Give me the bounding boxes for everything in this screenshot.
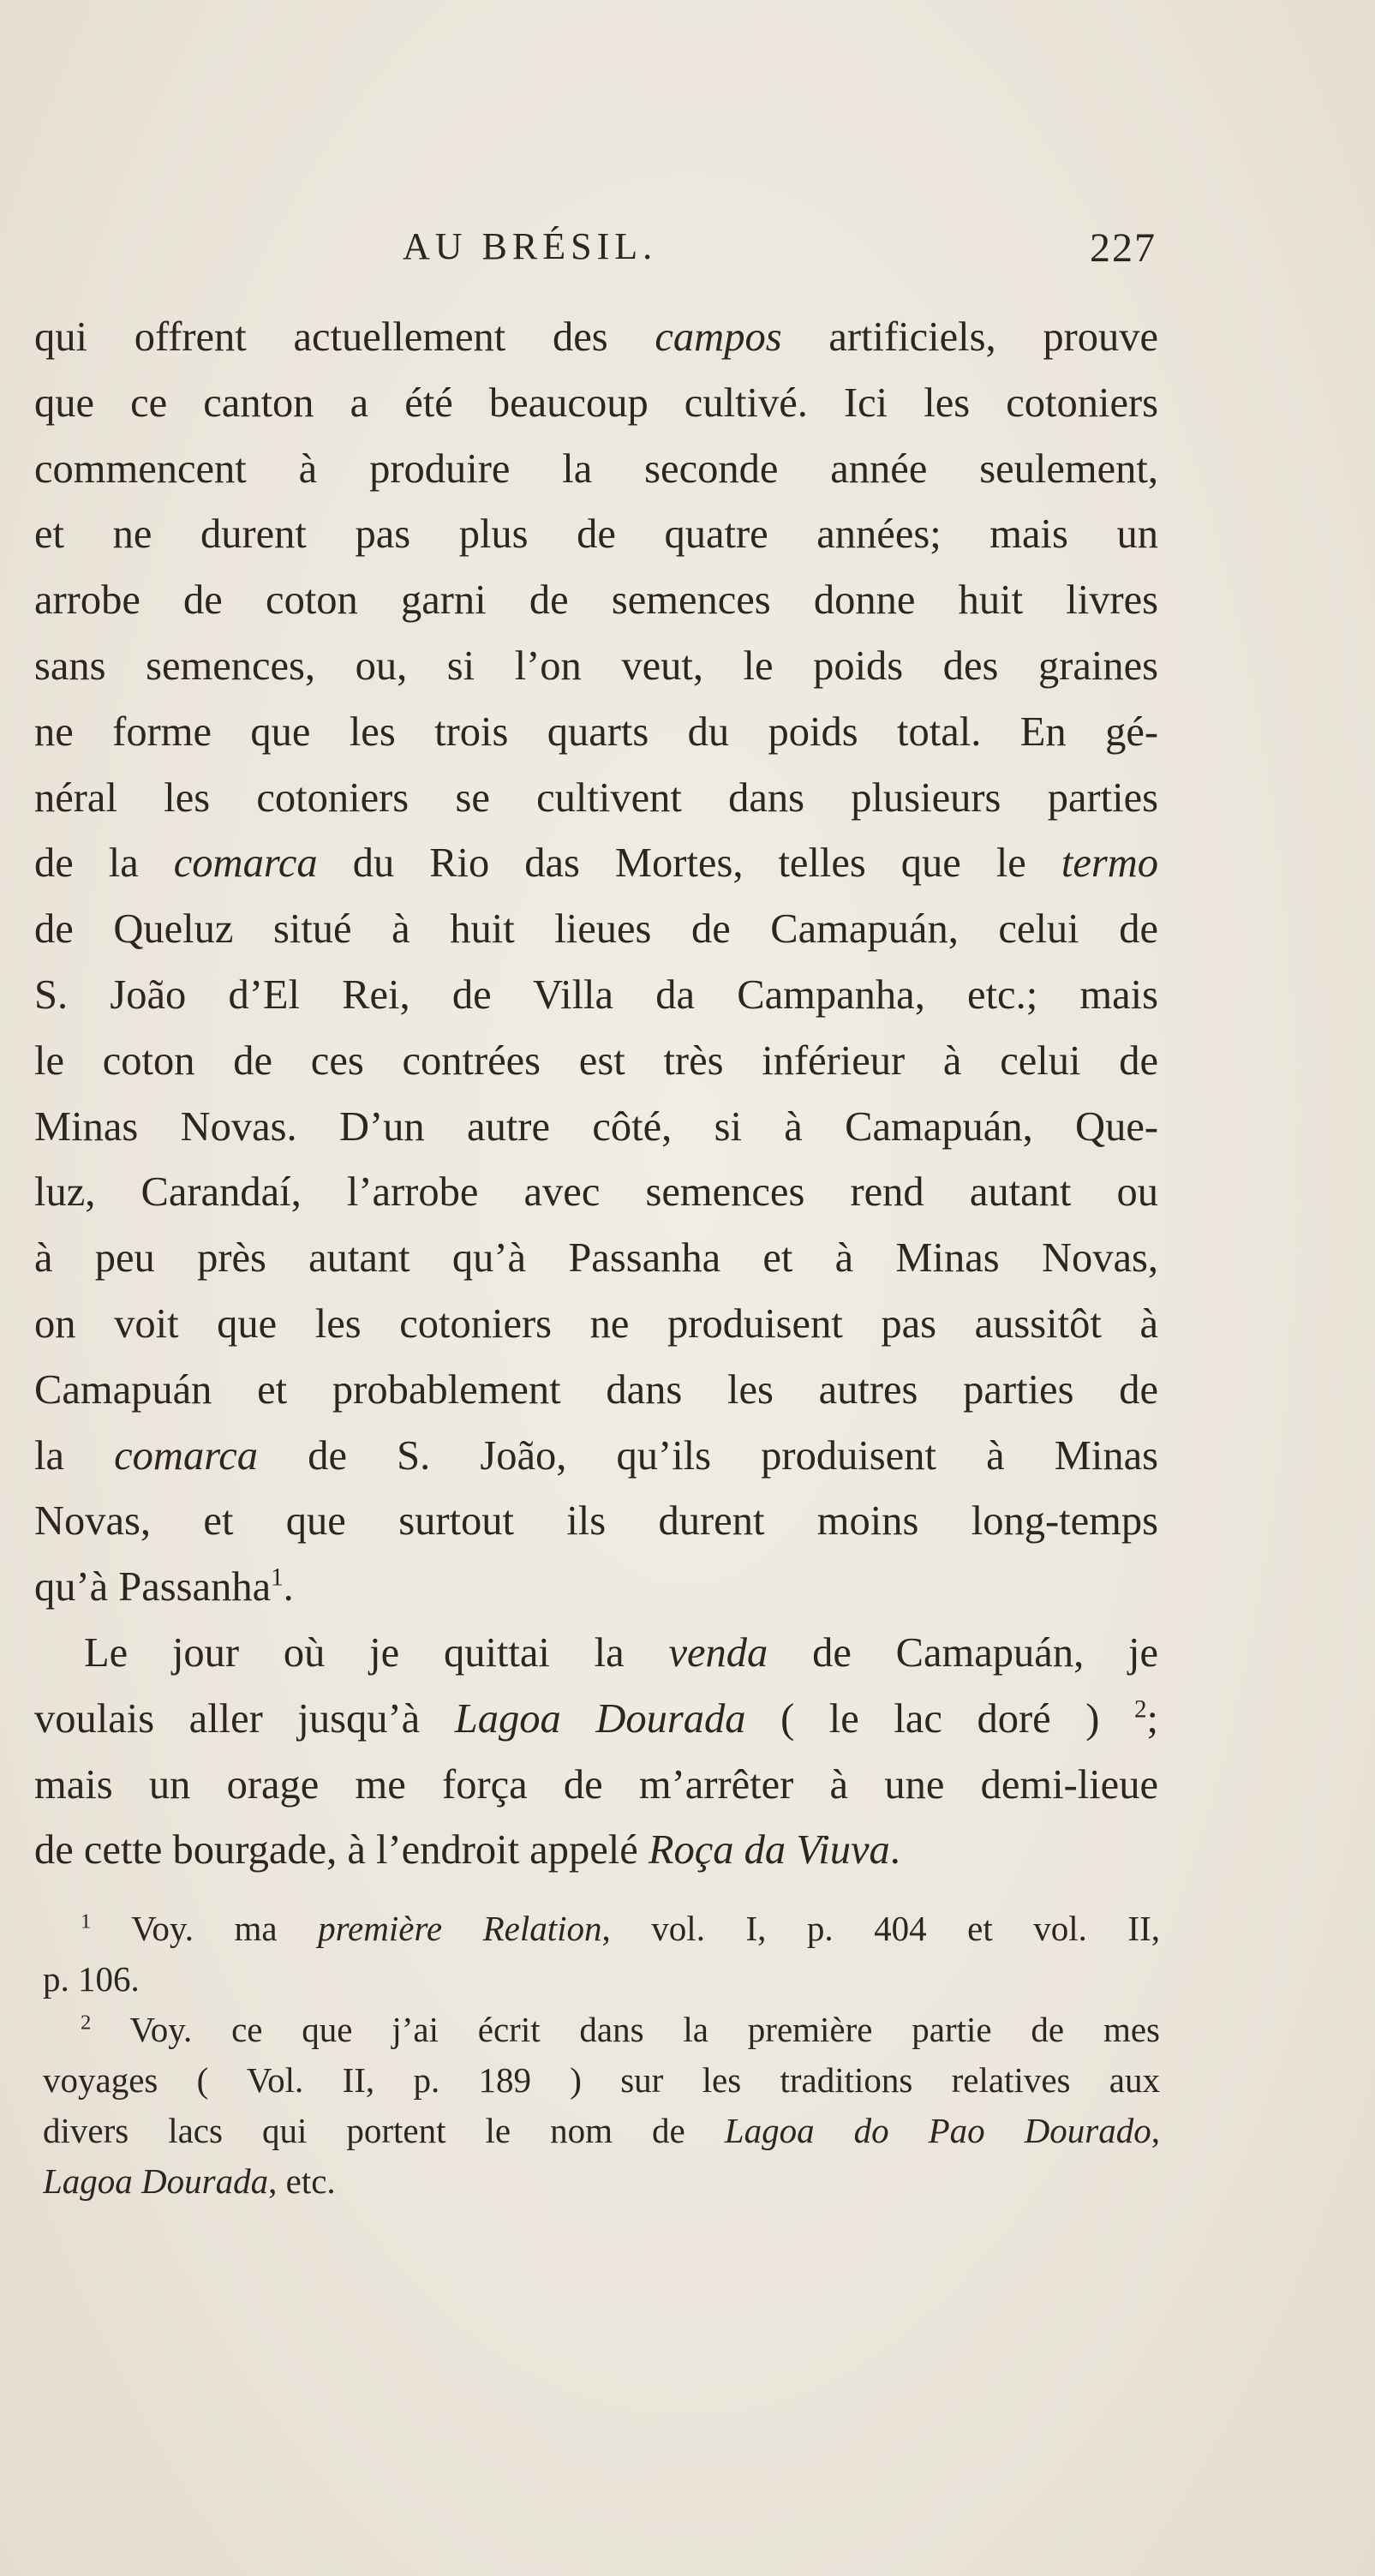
text-line (34, 1818, 1158, 1884)
text-run: qu’à Passanha (34, 1564, 272, 1611)
text-run: divers lacs qui portent le nom de (43, 2111, 725, 2150)
text-run: arrobe de coton garni de semences donne huit livres (34, 577, 1158, 624)
text-run: ( le lac doré ) (745, 1695, 1134, 1742)
italic-term: comarca (114, 1432, 259, 1479)
italic-term: venda (668, 1629, 768, 1676)
text-run: luz, Carandaí, l’arrobe avec semences rend autant ou (34, 1169, 1158, 1216)
text-run: le coton de ces contrées est très inférieur à celui de (34, 1037, 1158, 1084)
footnote-line (43, 1904, 1160, 1954)
text-line (34, 568, 1158, 634)
text-run: ne forme que les trois quarts du poids total. En gé- (34, 708, 1158, 755)
text-run: Minas Novas. D’un autre côté, si à Camapuán, Que- (34, 1103, 1158, 1150)
text-line (34, 502, 1158, 568)
text-line (34, 1753, 1158, 1819)
text-run: la (34, 1432, 115, 1479)
text-run: Camapuán et probablement dans les autres parties de (34, 1366, 1158, 1413)
italic-term: Roça da Viuva (648, 1827, 890, 1874)
text-run: on voit que les cotoniers ne produisent pas aussitôt à (34, 1300, 1158, 1347)
text-line (34, 1160, 1158, 1226)
text-line (34, 1555, 1158, 1621)
text-run: voulais aller jusqu’à (34, 1695, 455, 1742)
text-run: . (283, 1564, 294, 1611)
text-run: , (1151, 2111, 1160, 2150)
footnote-line (43, 2156, 1160, 2207)
text-line (34, 831, 1158, 897)
text-run: , etc. (268, 2161, 336, 2201)
footnote-line (43, 2106, 1160, 2156)
page-number: 227 (1090, 225, 1157, 271)
text-run: que ce canton a été beaucoup cultivé. Ici les cotoniers (34, 380, 1158, 426)
text-line (34, 1292, 1158, 1358)
text-line (34, 1687, 1158, 1753)
text-run: de la (34, 840, 174, 887)
text-run: qui offrent actuellement des (34, 314, 655, 360)
footnotes (43, 1904, 1160, 2207)
italic-term: campos (655, 314, 782, 360)
text-line (34, 897, 1158, 963)
footnote-line (43, 1954, 1160, 2005)
italic-term: Lagoa Dourada (43, 2161, 269, 2201)
body-text (34, 305, 1158, 1884)
text-run: p. 106. (43, 1959, 140, 1999)
text-run: . (889, 1827, 900, 1874)
text-line (34, 1029, 1158, 1095)
italic-term: comarca (173, 840, 318, 887)
text-line (34, 437, 1158, 503)
footnote-marker: 1 (271, 1563, 284, 1592)
text-run: de S. João, qu’ils produisent à Minas (258, 1432, 1158, 1479)
text-run: et ne durent pas plus de quatre années; mais un (34, 511, 1158, 558)
text-line (34, 1489, 1158, 1555)
text-run: à peu près autant qu’à Passanha et à Minas Novas, (34, 1235, 1158, 1282)
text-run: Voy. ce que j’ai écrit dans la première partie de mes (91, 2010, 1160, 2049)
text-run: de cette bourgade, à l’endroit appelé (34, 1827, 649, 1874)
page-header (34, 224, 1157, 284)
text-run: , vol. I, p. 404 et vol. II, (601, 1909, 1160, 1948)
text-run: artificiels, prouve (781, 314, 1158, 360)
text-line (34, 963, 1158, 1029)
text-run: néral les cotoniers se cultivent dans plusieurs parties (34, 774, 1158, 821)
text-line (34, 1424, 1158, 1490)
text-run: de Queluz situé à huit lieues de Camapuán, celui de (34, 906, 1158, 953)
text-run: sans semences, ou, si l’on veut, le poids des graines (34, 643, 1158, 689)
italic-term: Lagoa Dourada (454, 1695, 746, 1742)
text-run: commencent à produire la seconde année seulement, (34, 445, 1158, 492)
text-line (34, 700, 1158, 766)
text-run: Voy. ma (91, 1909, 319, 1948)
text-line (34, 766, 1158, 832)
text-line (34, 1621, 1158, 1687)
footnote-line (43, 2055, 1160, 2106)
text-line (34, 1095, 1158, 1161)
text-run: de Camapuán, je (768, 1629, 1158, 1676)
text-run: ; (1146, 1695, 1158, 1742)
text-run: Novas, et que surtout ils durent moins long-temps (34, 1498, 1158, 1545)
text-run: du Rio das Mortes, telles que le (317, 840, 1061, 887)
text-line (34, 371, 1158, 437)
italic-term: termo (1061, 840, 1158, 887)
text-line (34, 634, 1158, 700)
italic-term: Lagoa do Pao Dourado (724, 2111, 1151, 2150)
text-run: Le jour où je quittai la (84, 1629, 669, 1676)
text-line (34, 1226, 1158, 1292)
running-head: AU BRÉSIL. (403, 225, 658, 267)
text-line (34, 1358, 1158, 1424)
text-run: S. João d’El Rei, de Villa da Campanha, etc.; mais (34, 971, 1158, 1018)
italic-term: première Relation (318, 1909, 602, 1948)
footnote-marker: 2 (1133, 1695, 1147, 1724)
footnote-line (43, 2005, 1160, 2055)
text-run: voyages ( Vol. II, p. 189 ) sur les traditions relatives aux (43, 2060, 1160, 2100)
text-run: mais un orage me força de m’arrêter à une demi-lieue (34, 1761, 1158, 1808)
footnote-marker: 1 (81, 1910, 92, 1933)
text-line (34, 305, 1158, 371)
footnote-marker: 2 (81, 2011, 92, 2035)
